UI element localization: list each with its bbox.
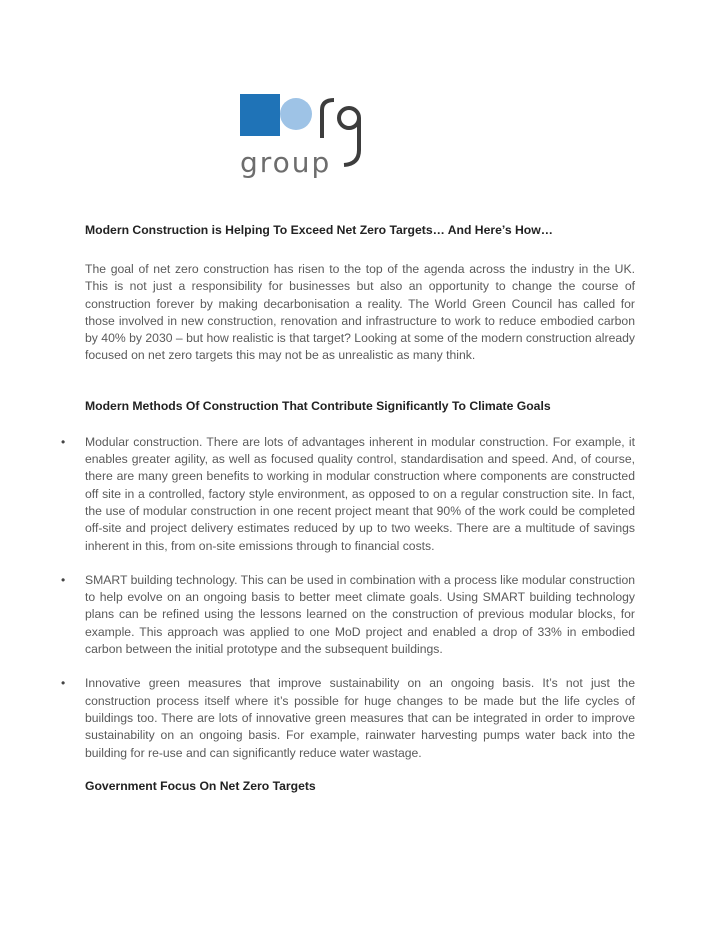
list-item-smart	[61, 572, 635, 658]
methods-list	[61, 434, 635, 762]
document-body	[61, 222, 635, 795]
list-item-text: Modular construction. There are lots of advantages inherent in modular construction. For example, it enables greater agility, as well as focused quality control, standardisation and speed. And, of course, there are many green benefits to working in modular construction where components are constructed off site in a controlled, factory style environment, as opposed to on a regular construction site. In fact, the use of modular construction in one recent project meant that 90% of the work could be completed off-site and project delivery estimates reduced by up to two weeks. There are a multitude of savings inherent in this, from on-site emissions through to financial costs.	[85, 434, 635, 553]
logo-circle	[280, 98, 312, 130]
bullet-icon: •	[61, 676, 66, 691]
list-item-modular	[61, 434, 635, 555]
section-heading-government: Government Focus On Net Zero Targets	[85, 778, 316, 793]
list-item-green-measures	[61, 675, 635, 761]
section-heading-methods: Modern Methods Of Construction That Contribute Significantly To Climate Goals	[85, 398, 551, 413]
org-group-logo	[238, 92, 368, 182]
logo-letter-g-bowl	[339, 108, 359, 128]
intro-paragraph: The goal of net zero construction has risen to the top of the agenda across the industry in the UK. This is not just a responsibility for businesses but also an opportunity to change the course of construction forever by making decarbonisation a reality. The World Green Council has called for those involved in new construction, renovation and infrastructure to work to reduce embodied carbon by 40% by 2030 – but how realistic is that target? Looking at some of the modern construction already focused on net zero targets this may not be as unrealistic as many think.	[85, 262, 635, 363]
logo-word-group: group	[240, 146, 332, 179]
document-title: Modern Construction is Helping To Exceed Net Zero Targets… And Here’s How…	[85, 223, 553, 237]
logo-graphic	[238, 92, 368, 182]
logo-letter-r	[322, 100, 334, 138]
logo-square	[240, 94, 280, 136]
bullet-icon: •	[61, 572, 66, 587]
list-item-text: SMART building technology. This can be used in combination with a process like modular construction to help evolve on an ongoing basis to better meet climate goals. Using SMART building technology plans can be refined using the lessons learned on the construction of previous modular blocks, for example. This approach was applied to one MoD project and enabled a drop of 33% in embodied carbon between the initial prototype and the subsequent buildings.	[85, 572, 635, 657]
list-item-text: Innovative green measures that improve sustainability on an ongoing basis. It’s not just the construction process itself where it’s possible for huge changes to be made but the life cycles of buildings too. There are lots of innovative green measures that can be integrated in order to improve sustainability on an ongoing basis. For example, rainwater harvesting pumps water back into the building for re-use and can significantly reduce water wastage.	[85, 676, 635, 760]
bullet-icon: •	[61, 434, 66, 449]
